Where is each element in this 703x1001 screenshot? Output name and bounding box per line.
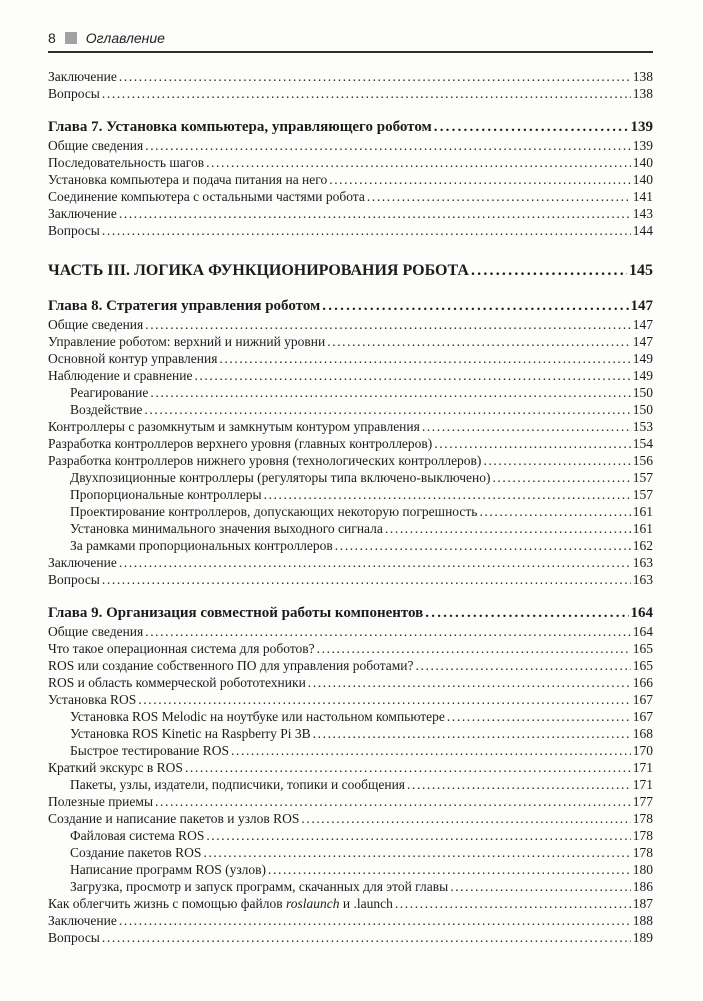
toc-page-number: 154: [632, 436, 653, 451]
toc-page-number: 138: [632, 69, 653, 84]
toc-entry-title: Загрузка, просмотр и запуск программ, скачанных для этой главы: [70, 879, 449, 894]
toc-page-number: 141: [632, 189, 653, 204]
toc-page-number: 189: [632, 930, 653, 945]
toc-subentry: [48, 384, 653, 401]
dot-leader: [204, 827, 630, 844]
toc-entry-title: ROS и область коммерческой робототехники: [48, 675, 306, 690]
toc-entry-title: Вопросы: [48, 86, 100, 101]
toc-entry: [48, 929, 653, 946]
toc-entry: [48, 640, 653, 657]
toc-entry: [48, 367, 653, 384]
toc-entry-title: Контроллеры с разомкнутым и замкнутым контуром управления: [48, 419, 420, 434]
toc-entry: [48, 435, 653, 452]
dot-leader: [148, 384, 630, 401]
toc-entry-title: Основной контур управления: [48, 351, 218, 366]
dot-leader: [393, 895, 631, 912]
toc-entry-title: ЧАСТЬ III. ЛОГИКА ФУНКЦИОНИРОВАНИЯ РОБОТА: [48, 262, 469, 279]
toc-entry: [48, 554, 653, 571]
dot-leader: [142, 401, 630, 418]
toc-page-number: 157: [632, 470, 653, 485]
dot-leader: [100, 929, 631, 946]
dot-leader: [448, 878, 631, 895]
dot-leader: [143, 137, 631, 154]
dot-leader: [100, 571, 631, 588]
dot-leader: [432, 435, 630, 452]
toc-entry: [48, 623, 653, 640]
toc-entry-title: Разработка контроллеров верхнего уровня (главных контроллеров): [48, 436, 433, 451]
toc-page-number: 161: [632, 504, 653, 519]
toc-entry-title: Глава 9. Организация совместной работы компонентов: [48, 605, 424, 621]
toc-page-number: 157: [632, 487, 653, 502]
dot-leader: [423, 603, 628, 623]
toc-page-number: 143: [632, 206, 653, 221]
toc-subentry: [48, 503, 653, 520]
dot-leader: [266, 861, 631, 878]
dot-leader: [469, 260, 627, 281]
dot-leader: [117, 205, 631, 222]
dot-leader: [420, 418, 631, 435]
toc-entry-title: Заключение: [48, 69, 117, 84]
toc-subentry: [48, 776, 653, 793]
toc-page-number: 177: [632, 794, 653, 809]
dot-leader: [405, 776, 631, 793]
section-title: Оглавление: [85, 30, 165, 46]
dot-leader: [320, 296, 628, 316]
dot-leader: [117, 912, 631, 929]
toc-subentry: [48, 742, 653, 759]
dot-leader: [445, 708, 631, 725]
toc-entry-title: Глава 8. Стратегия управления роботом: [48, 298, 321, 314]
toc-page-number: 162: [632, 538, 653, 553]
running-header: [48, 30, 653, 53]
dot-leader: [311, 725, 631, 742]
toc-entry: [48, 571, 653, 588]
toc-page-number: 149: [632, 351, 653, 366]
toc-entry-title: За рамками пропорциональных контроллеров: [70, 538, 333, 553]
toc-page-number: 187: [632, 896, 653, 911]
toc-entry: [48, 895, 653, 912]
toc-page-number: 147: [632, 334, 653, 349]
toc-entry: [48, 171, 653, 188]
toc-page-number: 163: [632, 555, 653, 570]
dot-leader: [204, 154, 631, 171]
toc-page-number: 150: [632, 402, 653, 417]
dot-leader: [217, 350, 630, 367]
toc-entry-title: Установка ROS: [48, 692, 137, 707]
toc-page-number: 140: [632, 155, 653, 170]
toc-entry-title: Написание программ ROS (узлов): [70, 862, 267, 877]
toc-entry: [48, 418, 653, 435]
dot-leader: [136, 691, 630, 708]
toc-entry-title: Общие сведения: [48, 317, 144, 332]
toc-page-number: 178: [632, 828, 653, 843]
toc-page-number: 167: [632, 692, 653, 707]
toc-page-number: 153: [632, 419, 653, 434]
toc-entry-title: Установка минимального значения выходного сигнала: [70, 521, 383, 536]
toc-entry: [48, 657, 653, 674]
toc-entry-title: Вопросы: [48, 223, 100, 238]
toc-page-number: 170: [632, 743, 653, 758]
dot-leader: [299, 810, 630, 827]
toc-entry-title: ROS или создание собственного ПО для управления роботами?: [48, 658, 414, 673]
toc-page-number: 150: [632, 385, 653, 400]
dot-leader: [383, 520, 631, 537]
toc-entry-title: Общие сведения: [48, 138, 144, 153]
toc-entry: [48, 452, 653, 469]
toc-entry: [48, 85, 653, 102]
toc-page-number: 164: [632, 624, 653, 639]
toc-entry: [48, 205, 653, 222]
dot-leader: [262, 486, 631, 503]
toc-entry: [48, 350, 653, 367]
toc-entry-title: Вопросы: [48, 930, 100, 945]
toc-entry: [48, 793, 653, 810]
toc-entry-title: Краткий экскурс в ROS: [48, 760, 183, 775]
dot-leader: [365, 188, 631, 205]
toc-entry-title: Создание пакетов ROS: [70, 845, 202, 860]
toc-entry-title: Быстрое тестирование ROS: [70, 743, 230, 758]
toc-entry: [48, 222, 653, 239]
toc-entry: [48, 759, 653, 776]
toc-entry: [48, 68, 653, 85]
dot-leader: [100, 222, 631, 239]
toc-page-number: 163: [632, 572, 653, 587]
toc-page-number: 145: [629, 262, 653, 279]
toc-page-number: 171: [632, 760, 653, 775]
toc-entry: [48, 333, 653, 350]
toc-entry-title: Пропорциональные контроллеры: [70, 487, 262, 502]
toc-entry-title: Проектирование контроллеров, допускающих некоторую погрешность: [70, 504, 478, 519]
toc-entry-title: Заключение: [48, 206, 117, 221]
toc-subentry: [48, 486, 653, 503]
toc-entry-title: Наблюдение и сравнение: [48, 368, 193, 383]
toc-page-number: 138: [632, 86, 653, 101]
toc-page-number: 149: [632, 368, 653, 383]
toc-entry-title: Вопросы: [48, 572, 100, 587]
toc-chapter-heading: [48, 603, 653, 623]
dot-leader: [333, 537, 631, 554]
toc-page-number: 165: [632, 658, 653, 673]
toc-subentry: [48, 844, 653, 861]
toc-entry-title: Установка ROS Melodic на ноутбуке или настольном компьютере: [70, 709, 445, 724]
toc-subentry: [48, 537, 653, 554]
toc-entry-title: Соединение компьютера с остальными частями робота: [48, 189, 365, 204]
toc-page-number: 166: [632, 675, 653, 690]
toc-entry-title: Что такое операционная система для роботов?: [48, 641, 315, 656]
toc-subentry: [48, 861, 653, 878]
dot-leader: [315, 640, 631, 657]
toc-entry-title: Установка компьютера и подача питания на него: [48, 172, 328, 187]
toc-page-number: 139: [630, 119, 653, 135]
dot-leader: [143, 316, 631, 333]
toc-page-number: 147: [630, 298, 653, 314]
table-of-contents: [48, 68, 653, 946]
dot-leader: [490, 469, 630, 486]
toc-entry-title: Установка ROS Kinetic на Raspberry Pi 3B: [70, 726, 311, 741]
dot-leader: [477, 503, 630, 520]
toc-entry-title: Как облегчить жизнь с помощью файлов roslaunch и .launch: [48, 896, 393, 911]
toc-page-number: 161: [632, 521, 653, 536]
toc-page-number: 156: [632, 453, 653, 468]
toc-page-number: 165: [632, 641, 653, 656]
toc-subentry: [48, 401, 653, 418]
toc-page-number: 178: [632, 845, 653, 860]
toc-entry-title: Последовательность шагов: [48, 155, 205, 170]
toc-entry: [48, 154, 653, 171]
dot-leader: [183, 759, 631, 776]
dot-leader: [100, 85, 631, 102]
toc-subentry: [48, 725, 653, 742]
toc-entry-title: Двухпозиционные контроллеры (регуляторы типа включено-выключено): [70, 470, 491, 485]
toc-entry-title: Разработка контроллеров нижнего уровня (технологических контроллеров): [48, 453, 482, 468]
dot-leader: [117, 68, 631, 85]
toc-chapter-heading: [48, 117, 653, 137]
toc-subentry: [48, 520, 653, 537]
dot-leader: [432, 117, 629, 137]
toc-page-number: 164: [630, 605, 653, 621]
toc-entry-title: Файловая система ROS: [70, 828, 205, 843]
toc-chapter-heading: [48, 296, 653, 316]
toc-entry: [48, 810, 653, 827]
page-number: 8: [48, 30, 56, 46]
toc-subentry: [48, 878, 653, 895]
dot-leader: [327, 171, 631, 188]
dot-leader: [201, 844, 630, 861]
dot-leader: [153, 793, 631, 810]
dot-leader: [414, 657, 631, 674]
toc-page-number: 180: [632, 862, 653, 877]
toc-page-number: 139: [632, 138, 653, 153]
toc-entry: [48, 137, 653, 154]
toc-entry: [48, 912, 653, 929]
toc-entry-title: Управление роботом: верхний и нижний уровни: [48, 334, 326, 349]
toc-entry: [48, 188, 653, 205]
toc-entry-title: Создание и написание пакетов и узлов ROS: [48, 811, 300, 826]
toc-entry: [48, 674, 653, 691]
toc-entry: [48, 691, 653, 708]
toc-page-number: 168: [632, 726, 653, 741]
toc-page-number: 186: [632, 879, 653, 894]
dot-leader: [481, 452, 630, 469]
dot-leader: [143, 623, 631, 640]
header-square-icon: [65, 32, 77, 44]
dot-leader: [117, 554, 631, 571]
toc-entry: [48, 316, 653, 333]
dot-leader: [325, 333, 631, 350]
toc-entry-title: Пакеты, узлы, издатели, подписчики, топики и сообщения: [70, 777, 406, 792]
toc-page-number: 188: [632, 913, 653, 928]
toc-entry-title: Общие сведения: [48, 624, 144, 639]
toc-page-number: 144: [632, 223, 653, 238]
dot-leader: [192, 367, 630, 384]
toc-subentry: [48, 469, 653, 486]
toc-page-number: 140: [632, 172, 653, 187]
toc-page-number: 178: [632, 811, 653, 826]
toc-entry-title: Реагирование: [70, 385, 149, 400]
toc-entry-title: Полезные приемы: [48, 794, 154, 809]
toc-entry-title: Заключение: [48, 555, 117, 570]
toc-page-number: 167: [632, 709, 653, 724]
toc-entry-title: Глава 7. Установка компьютера, управляющего роботом: [48, 119, 432, 135]
dot-leader: [306, 674, 631, 691]
toc-subentry: [48, 708, 653, 725]
dot-leader: [229, 742, 631, 759]
toc-subentry: [48, 827, 653, 844]
toc-entry-title: Воздействие: [70, 402, 143, 417]
toc-page-number: 147: [632, 317, 653, 332]
toc-part-heading: [48, 260, 653, 281]
toc-entry-title: Заключение: [48, 913, 117, 928]
toc-page-number: 171: [632, 777, 653, 792]
